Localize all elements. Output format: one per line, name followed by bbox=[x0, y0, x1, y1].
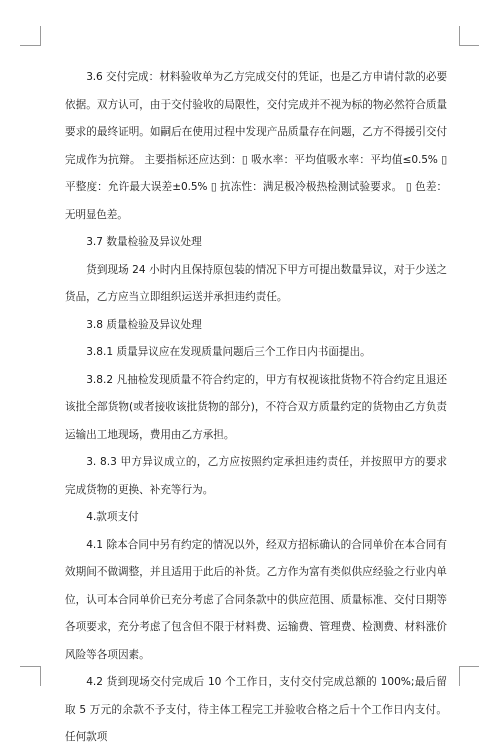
document-body bbox=[65, 64, 447, 752]
paragraph-3-8-3: 3. 8.3 甲方异议成立的，乙方应按照约定承担违约责任，并按照甲方的要求完成货物的更换、补充等行为。 bbox=[65, 456, 447, 496]
paragraph-3-8-1: 3.8.1 质量异议应在发现质量问题后三个工作日内书面提出。 bbox=[86, 346, 371, 358]
heading-4-payment: 4.款项支付 bbox=[86, 511, 139, 523]
crop-mark-top-right-horizontal bbox=[459, 45, 479, 46]
crop-mark-bottom-left-horizontal bbox=[20, 666, 40, 667]
crop-mark-bottom-left-vertical bbox=[40, 666, 41, 686]
paragraph-3-6-delivery-completion: 3.6 交付完成：材料验收单为乙方完成交付的凭证，也是乙方申请付款的必要依据。双方认可，由于交付验收的局限性，交付完成并不视为标的物必然符合质量要求的最终证明。如嗣后在使用过程中发现产品质量存在问题，乙方不得援引交付完成作为抗辩。 主要指标还应达到：▯ 吸水率：平均值吸水率：平均值≤0.5% ▯ 平整度：允许最大误差±0.5% ▯ 抗冻性：满足极冷极热检测试验要求。 ▯ 色差：无明显色差。 bbox=[65, 71, 447, 221]
heading-3-8-quality-inspection: 3.8 质量检验及异议处理 bbox=[86, 318, 202, 331]
paragraph-4-1: 4.1 除本合同中另有约定的情况以外，经双方招标确认的合同单价在本合同有效期间不做调整，并且适用于此后的补货。乙方作为富有类似供应经验之行业内单位，认可本合同单价已充分考虑了合同条款中的供应范围、质量标准、交付日期等各项要求，充分考虑了包含但不限于材料费、运输费、管理费、检测费、材料涨价风险等各项因素。 bbox=[65, 538, 447, 661]
crop-mark-bottom-right-vertical bbox=[459, 666, 460, 686]
crop-mark-bottom-right-horizontal bbox=[459, 666, 479, 667]
crop-mark-top-left-vertical bbox=[40, 26, 41, 46]
crop-mark-top-right-vertical bbox=[459, 26, 460, 46]
paragraph-4-2: 4.2 货到现场交付完成后 10 个工作日，支付交付完成总额的 100%;最后留取 5 万元的余款不予支付，待主体工程完工并验收合格之后十个工作日内支付。任何款项 bbox=[65, 676, 447, 743]
heading-3-7-quantity-inspection: 3.7 数量检验及异议处理 bbox=[86, 236, 202, 248]
crop-mark-top-left-horizontal bbox=[20, 45, 40, 46]
paragraph-quantity-objection: 货到现场 24 小时内且保持原包装的情况下甲方可提出数量异议，对于少送之货品，乙方应当立即组织运送并承担违约责任。 bbox=[65, 263, 447, 303]
paragraph-3-8-2: 3.8.2 凡抽检发现质量不符合约定的，甲方有权视该批货物不符合约定且退还该批全部货物(或者接收该批货物的部分)，不符合双方质量约定的货物由乙方负责运输出工地现场，费用由乙方承担。 bbox=[65, 373, 447, 441]
